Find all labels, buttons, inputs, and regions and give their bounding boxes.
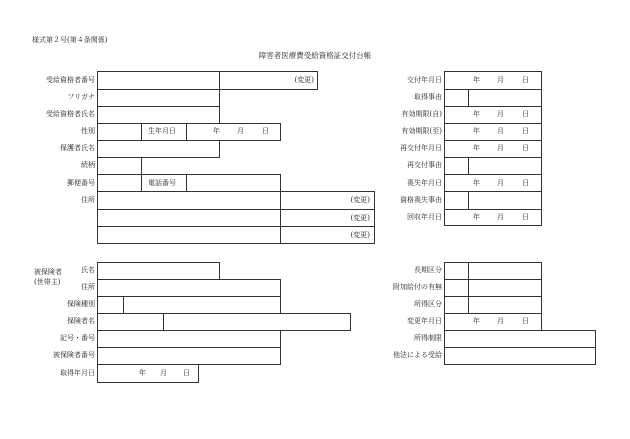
label-long-term: 長期区分 <box>414 266 442 274</box>
day-label: 日 <box>522 179 529 187</box>
month-label: 月 <box>160 369 167 377</box>
label-income-restriction: 所得制限 <box>414 334 442 342</box>
field-divider <box>186 123 187 141</box>
label-household-head: (世帯主) <box>34 278 61 286</box>
field-divider <box>444 209 542 210</box>
insured-address-field[interactable] <box>97 279 281 297</box>
henko-label: (変更) <box>294 76 314 84</box>
label-phone-number: 電話番号 <box>148 179 176 187</box>
day-label: 日 <box>522 144 529 152</box>
field-divider <box>444 313 542 314</box>
year-label: 年 <box>473 179 480 187</box>
month-label: 月 <box>237 127 244 135</box>
field-divider <box>468 89 469 106</box>
year-label: 年 <box>473 110 480 118</box>
label-insured-person: 被保険者 <box>34 268 62 276</box>
day-label: 日 <box>522 127 529 135</box>
gender-birthdate-field[interactable] <box>97 123 281 141</box>
field-divider <box>97 226 375 227</box>
month-label: 月 <box>497 76 504 84</box>
label-acquisition-date: 取得年月日 <box>60 369 95 377</box>
guardian-name-field[interactable] <box>97 140 220 158</box>
label-reissue-date: 再交付年月日 <box>400 144 442 152</box>
label-loss-reason: 資格喪失事由 <box>400 196 442 204</box>
label-relationship: 続柄 <box>81 161 95 169</box>
label-insurer-name: 保険者名 <box>67 317 95 325</box>
field-divider <box>468 191 469 209</box>
furigana-field[interactable] <box>97 89 220 107</box>
insurer-name-field[interactable] <box>97 313 351 331</box>
field-divider <box>219 71 220 90</box>
label-additional-benefit: 附加給付の有無 <box>393 283 442 291</box>
month-label: 月 <box>497 144 504 152</box>
day-label: 日 <box>183 369 190 377</box>
day-label: 日 <box>522 317 529 325</box>
label-address: 住所 <box>81 196 95 204</box>
year-label: 年 <box>139 369 146 377</box>
month-label: 月 <box>497 213 504 221</box>
field-divider <box>444 140 542 141</box>
field-divider <box>468 262 469 313</box>
month-label: 月 <box>497 179 504 187</box>
field-divider <box>163 313 164 331</box>
label-insured-number: 被保険者番号 <box>53 351 95 359</box>
other-law-benefit-field[interactable] <box>444 347 596 365</box>
field-divider <box>444 157 542 158</box>
month-label: 月 <box>497 110 504 118</box>
label-gender: 性別 <box>81 127 95 135</box>
field-divider <box>444 123 542 124</box>
year-label: 年 <box>213 127 220 135</box>
year-label: 年 <box>473 144 480 152</box>
label-symbol-number: 記号・番号 <box>60 334 95 342</box>
label-furigana: フリガナ <box>67 93 95 101</box>
label-recipient-number: 受給資格者番号 <box>46 76 95 84</box>
henko-label: (変更) <box>350 231 370 239</box>
field-divider <box>141 174 142 192</box>
henko-label: (変更) <box>350 196 370 204</box>
label-issue-date: 交付年月日 <box>407 76 442 84</box>
year-label: 年 <box>473 317 480 325</box>
label-valid-to: 有効期限(至) <box>401 127 442 135</box>
henko-label: (変更) <box>350 214 370 222</box>
label-postal-code: 郵便番号 <box>67 179 95 187</box>
label-acquisition-reason: 取得事由 <box>414 93 442 101</box>
recipient-name-field[interactable] <box>97 106 220 124</box>
day-label: 日 <box>522 76 529 84</box>
label-change-date: 変更年月日 <box>407 317 442 325</box>
field-divider <box>444 106 542 107</box>
label-recipient-name: 受給資格者氏名 <box>46 110 95 118</box>
year-label: 年 <box>473 127 480 135</box>
field-divider <box>186 174 187 192</box>
field-divider <box>444 191 542 192</box>
field-divider <box>123 296 124 314</box>
label-collection-date: 回収年月日 <box>407 213 442 221</box>
label-income-category: 所得区分 <box>414 300 442 308</box>
label-insured-address: 住所 <box>81 283 95 291</box>
field-divider <box>141 123 142 141</box>
label-insurance-type: 保険種別 <box>67 300 95 308</box>
year-label: 年 <box>473 76 480 84</box>
insured-name-field[interactable] <box>97 262 220 280</box>
day-label: 日 <box>522 110 529 118</box>
field-divider <box>444 296 542 297</box>
insurance-type-field[interactable] <box>97 296 281 314</box>
label-reissue-reason: 再交付事由 <box>407 161 442 169</box>
form-number: 様式第２号(第４条関係) <box>32 36 108 44</box>
field-divider <box>97 209 375 210</box>
label-birth-date: 生年月日 <box>148 127 176 135</box>
field-divider <box>444 174 542 175</box>
symbol-number-field[interactable] <box>97 330 281 348</box>
day-label: 日 <box>262 127 269 135</box>
month-label: 月 <box>497 317 504 325</box>
page-title: 障害者医療費受給資格証交付台帳 <box>258 51 372 60</box>
insured-number-field[interactable] <box>97 347 281 365</box>
postal-phone-field[interactable] <box>97 174 281 192</box>
field-divider <box>280 191 281 244</box>
field-divider <box>444 279 542 280</box>
label-other-law-benefit: 他法による受給 <box>393 351 442 359</box>
year-label: 年 <box>473 213 480 221</box>
label-insured-name: 氏名 <box>81 266 95 274</box>
relationship-field[interactable] <box>97 157 142 175</box>
month-label: 月 <box>497 127 504 135</box>
field-divider <box>468 157 469 174</box>
label-valid-from: 有効期限(自) <box>401 110 442 118</box>
field-divider <box>444 89 542 90</box>
label-loss-date: 喪失年月日 <box>407 179 442 187</box>
label-guardian-name: 保護者氏名 <box>60 144 95 152</box>
day-label: 日 <box>522 213 529 221</box>
income-restriction-field[interactable] <box>444 330 596 348</box>
